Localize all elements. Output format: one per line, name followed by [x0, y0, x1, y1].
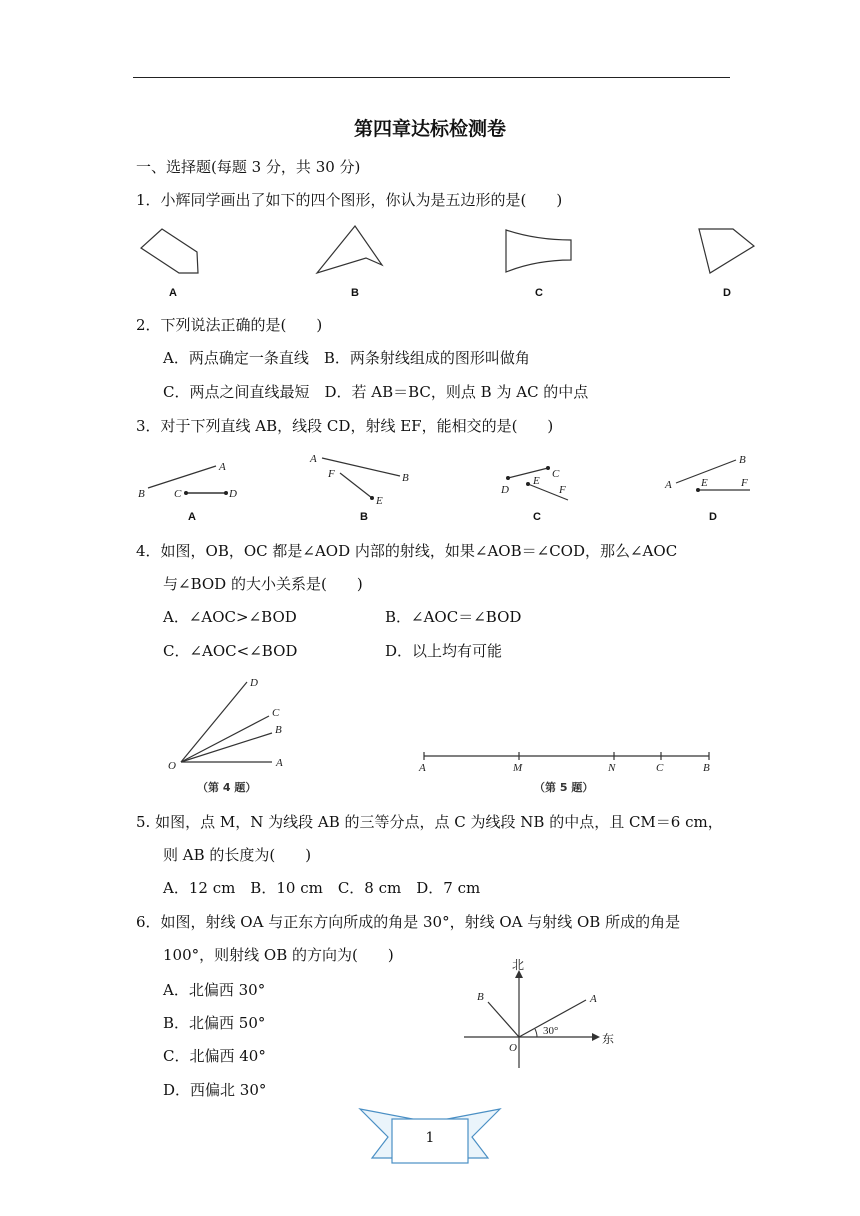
- q4-option-b: B．∠AOC＝∠BOD: [385, 608, 522, 626]
- q6-stem-line2: 100°，则射线 OB 的方向为( ): [163, 946, 394, 964]
- q1-label-d: D: [723, 287, 731, 299]
- q4-point-b: B: [275, 724, 282, 736]
- q3d-point-b: B: [739, 454, 746, 466]
- q4-caption: （第 4 题）: [197, 781, 257, 794]
- q6-option-b: B．北偏西 50°: [163, 1014, 266, 1032]
- q4-option-a: A．∠AOC>∠BOD: [163, 608, 297, 626]
- q5-point-a: A: [419, 762, 426, 774]
- q3d-point-f: F: [741, 477, 748, 489]
- q5-stem-line1: 5. 如图，点 M，N 为线段 AB 的三等分点，点 C 为线段 NB 的中点，且 CM＝6 cm，: [136, 813, 723, 831]
- q6-point-b: B: [477, 991, 484, 1003]
- section-heading: 一、选择题(每题 3 分，共 30 分): [136, 158, 361, 176]
- q3d-point-a: A: [665, 479, 672, 491]
- q2-stem: 2．下列说法正确的是( ): [136, 316, 323, 334]
- q6-angle-label: 30°: [543, 1025, 559, 1037]
- q1-label-c: C: [535, 287, 543, 299]
- q4-stem-line2: 与∠BOD 的大小关系是( ): [163, 575, 363, 593]
- q3-label-a: A: [188, 511, 196, 523]
- q3c-point-c: C: [552, 468, 560, 480]
- page-number: 1: [425, 1130, 435, 1146]
- q3a-point-d: D: [229, 488, 237, 500]
- q3b-point-a: A: [310, 453, 317, 465]
- q3-stem: 3．对于下列直线 AB，线段 CD，射线 EF，能相交的是( ): [136, 417, 554, 435]
- q6-point-o: O: [509, 1042, 517, 1054]
- q3-label-b: B: [360, 511, 368, 523]
- q5-point-m: M: [513, 762, 523, 774]
- q3-label-d: D: [709, 511, 717, 523]
- q4-point-d: D: [250, 677, 258, 689]
- q1-label-b: B: [351, 287, 359, 299]
- q3b-point-f: F: [328, 468, 335, 480]
- q3a-point-a: A: [219, 461, 226, 473]
- q5-point-b: B: [703, 762, 710, 774]
- q3c-point-d: D: [501, 484, 509, 496]
- q4-point-a: A: [276, 757, 283, 769]
- q4-option-d: D．以上均有可能: [385, 642, 503, 660]
- q3c-point-f: F: [559, 484, 566, 496]
- q5-options: A．12 cm B．10 cm C．8 cm D．7 cm: [163, 879, 481, 897]
- q3b-point-b: B: [402, 472, 409, 484]
- q1-stem: 1．小辉同学画出了如下的四个图形，你认为是五边形的是( ): [136, 191, 563, 209]
- q3d-point-e: E: [701, 477, 708, 489]
- q4-point-c: C: [272, 707, 280, 719]
- q6-option-d: D．西偏北 30°: [163, 1081, 267, 1099]
- q4-point-o: O: [168, 760, 176, 772]
- q3a-point-c: C: [174, 488, 182, 500]
- page-title: 第四章达标检测卷: [353, 118, 506, 140]
- q6-east-label: 东: [602, 1032, 615, 1046]
- q6-option-c: C．北偏西 40°: [163, 1047, 266, 1065]
- q6-option-a: A．北偏西 30°: [163, 981, 266, 999]
- q3-label-c: C: [533, 511, 541, 523]
- q5-point-c: C: [656, 762, 664, 774]
- q6-point-a: A: [590, 993, 597, 1005]
- q1-label-a: A: [169, 287, 177, 299]
- q5-point-n: N: [608, 762, 616, 774]
- q2-options-line1: A．两点确定一条直线 B．两条射线组成的图形叫做角: [163, 349, 530, 367]
- q3a-point-b: B: [138, 488, 145, 500]
- q6-stem-line1: 6．如图，射线 OA 与正东方向所成的角是 30°，射线 OA 与射线 OB 所成的角是: [136, 913, 681, 931]
- q2-options-line2: C．两点之间直线最短 D．若 AB＝BC，则点 B 为 AC 的中点: [163, 383, 589, 401]
- q5-stem-line2: 则 AB 的长度为( ): [163, 846, 312, 864]
- q6-north-label: 北: [512, 958, 525, 972]
- q5-caption: （第 5 题）: [534, 781, 594, 794]
- q4-option-c: C．∠AOC<∠BOD: [163, 642, 298, 660]
- q3b-point-e: E: [376, 495, 383, 507]
- q3c-point-e: E: [533, 475, 540, 487]
- q4-stem-line1: 4．如图，OB，OC 都是∠AOD 内部的射线，如果∠AOB＝∠COD，那么∠AOC: [136, 542, 678, 560]
